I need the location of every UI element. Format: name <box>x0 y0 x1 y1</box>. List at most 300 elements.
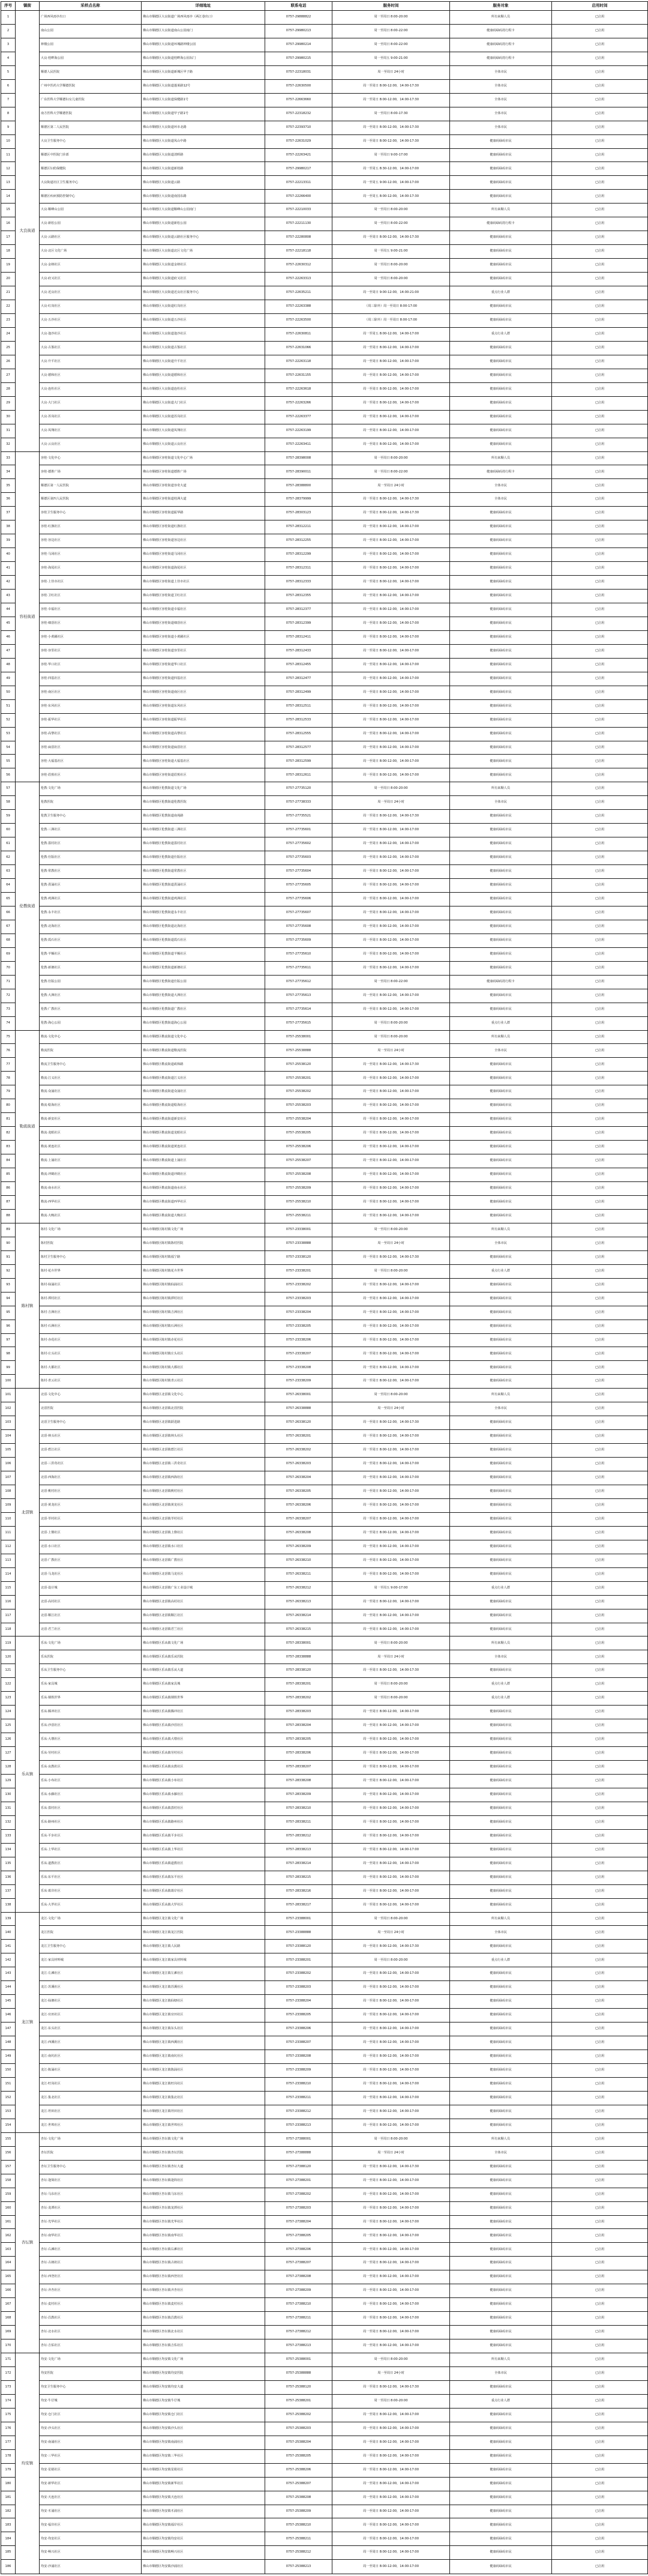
site-target: 健康码绿码市民 <box>450 851 552 865</box>
site-target: 全体市民 <box>450 79 552 93</box>
table-row <box>1 2132 648 2146</box>
site-status: 已启用 <box>552 217 648 231</box>
table-row <box>1 603 648 617</box>
site-phone: 0757-25388204 <box>265 2436 332 2449</box>
site-name: 伦教·新塘社区 <box>40 961 142 975</box>
site-address: 佛山市顺德区陈村镇大都社区 <box>142 1361 265 1375</box>
site-status: 已启用 <box>552 1940 648 1953</box>
table-row <box>1 2215 648 2229</box>
site-target: 健康码绿码市民 <box>450 1113 552 1127</box>
site-address: 佛山市顺德区北滘镇跃进路 <box>142 1416 265 1430</box>
site-name: 龙江·苏溪社区 <box>40 1981 142 1995</box>
row-index: 143 <box>1 1967 16 1981</box>
col-header-status: 启用时间 <box>552 2 648 11</box>
site-status: 已启用 <box>552 2064 648 2078</box>
site-hours: 周一至周日 8:00-12:00，14:00-17:00 <box>332 2491 450 2505</box>
site-address: 佛山市顺德区龙江镇官田社区 <box>142 2009 265 2022</box>
row-index: 134 <box>1 1843 16 1857</box>
district-cell: 北滘镇 <box>16 1389 40 1636</box>
site-target: 所有来顺人员 <box>450 1030 552 1044</box>
site-address: 佛山市顺德区容桂街道容里社区 <box>142 644 265 658</box>
site-target: 健康码绿码市民 <box>450 603 552 617</box>
site-address: 佛山市顺德区北滘镇马龙社区 <box>142 1567 265 1581</box>
site-phone: 0757-23338202 <box>265 1278 332 1292</box>
table-row <box>1 1223 648 1237</box>
table-row <box>1 451 648 465</box>
row-index: 25 <box>1 341 16 355</box>
row-index: 9 <box>1 121 16 134</box>
site-phone: 0757-26338210 <box>265 1554 332 1567</box>
site-phone: 0757-22635211 <box>265 286 332 300</box>
site-address: 佛山市顺德区北滘镇水口社区 <box>142 1540 265 1554</box>
site-hours: 周一至周日 24小时 <box>332 479 450 493</box>
table-row <box>1 1706 648 1719</box>
site-status: 已启用 <box>552 1802 648 1815</box>
site-name: 杏坛·吉佑社区 <box>40 2339 142 2353</box>
row-index: 145 <box>1 1995 16 2009</box>
col-header-site: 采样点名称 <box>40 2 142 11</box>
site-phone: 0757-22266400 <box>265 190 332 204</box>
site-address: 佛山市顺德区杏坛镇南华社区 <box>142 2229 265 2243</box>
table-row <box>1 2201 648 2215</box>
table-row <box>1 286 648 300</box>
row-index: 56 <box>1 768 16 782</box>
site-hours: 周一至周日 8:00-12:00，14:00-17:00 <box>332 1099 450 1113</box>
table-row <box>1 1030 648 1044</box>
table-row <box>1 1554 648 1567</box>
site-phone: 0757-23388211 <box>265 2091 332 2105</box>
row-index: 38 <box>1 520 16 534</box>
site-phone: 0757-23388212 <box>265 2105 332 2119</box>
row-index: 26 <box>1 355 16 369</box>
site-target: 健康码绿码市民 <box>450 134 552 148</box>
row-index: 87 <box>1 1195 16 1209</box>
site-name: 勒流·西华社区 <box>40 1195 142 1209</box>
table-row <box>1 1416 648 1430</box>
site-address: 佛山市顺德区乐从镇路州社区 <box>142 1815 265 1829</box>
site-target: 健康码绿码市民 <box>450 1209 552 1223</box>
site-hours: 周一至周日 8:00-12:00，14:00-17:00 <box>332 672 450 686</box>
table-row <box>1 204 648 217</box>
site-hours: 周一至周日 8:00-12:00，14:00-17:00 <box>332 1333 450 1347</box>
site-name: 大良·府又社区 <box>40 273 142 286</box>
site-name: 广场西风雨亭出口 <box>40 11 142 25</box>
site-hours: 周一至周日 8:00-12:00，14:00-17:00 <box>332 2229 450 2243</box>
site-address: 佛山市顺德区龙江镇东头社区 <box>142 2022 265 2036</box>
site-status: 已启用 <box>552 2257 648 2270</box>
site-status: 已启用 <box>552 162 648 176</box>
site-address: 佛山市顺德区容桂街道德胜广场 <box>142 465 265 479</box>
site-phone: 0757-27388204 <box>265 2215 332 2229</box>
site-target: 健康码绿码持行程卡 <box>450 52 552 65</box>
site-target: 健康码绿码市民 <box>450 2009 552 2022</box>
table-row <box>1 355 648 369</box>
site-address: 佛山市顺德区大良街道桂畔海公园东门 <box>142 52 265 65</box>
site-status: 已启用 <box>552 2160 648 2174</box>
site-target: 健康码绿码市民 <box>450 2105 552 2119</box>
table-row <box>1 1761 648 1775</box>
row-index: 89 <box>1 1223 16 1237</box>
site-status: 已启用 <box>552 479 648 493</box>
site-address: 佛山市顺德区乐从镇劳村社区 <box>142 1747 265 1761</box>
site-status: 已启用 <box>552 424 648 438</box>
site-phone: 0757-23338209 <box>265 1375 332 1389</box>
row-index: 67 <box>1 920 16 934</box>
site-name: 大良·大门社区 <box>40 396 142 410</box>
table-row <box>1 755 648 768</box>
site-target: 健康码绿码市民 <box>450 906 552 920</box>
site-hours: 周一至周日 8:00-12:00，14:00-17:00 <box>332 1430 450 1444</box>
table-row <box>1 341 648 355</box>
row-index: 161 <box>1 2215 16 2229</box>
site-phone: 0757-27388202 <box>265 2188 332 2201</box>
site-address: 佛山市顺德区龙江镇文化广场 <box>142 1912 265 1926</box>
site-name: 勒流医院 <box>40 1044 142 1058</box>
table-row <box>1 2257 648 2270</box>
site-address: 佛山市顺德区乐从镇乐从医院 <box>142 1650 265 1664</box>
site-target: 健康码绿码市民 <box>450 686 552 699</box>
site-phone: 0757-22393710 <box>265 121 332 134</box>
row-index: 60 <box>1 824 16 837</box>
site-target: 重点行业人群 <box>450 1581 552 1595</box>
site-name: 均安·福岸社区 <box>40 2518 142 2532</box>
site-status: 已启用 <box>552 906 648 920</box>
site-target: 健康码绿码市民 <box>450 824 552 837</box>
table-row <box>1 851 648 865</box>
table-row <box>1 2188 648 2201</box>
table-row <box>1 782 648 796</box>
site-target: 健康码绿码市民 <box>450 1995 552 2009</box>
site-hours: 周一至周日 8:00-20:00 <box>332 782 450 796</box>
table-row <box>1 1264 648 1278</box>
table-row <box>1 424 648 438</box>
site-phone: 0757-27735606 <box>265 893 332 906</box>
site-status: 已启用 <box>552 493 648 507</box>
site-target: 重点行业人群 <box>450 286 552 300</box>
site-phone: 0757-28338001 <box>265 1636 332 1650</box>
row-index: 128 <box>1 1761 16 1775</box>
site-hours: 周一至周日 8:00-12:00，14:00-17:00 <box>332 1292 450 1306</box>
row-index: 118 <box>1 1623 16 1636</box>
site-status: 已启用 <box>552 2339 648 2353</box>
site-name: 龙江·文化广场 <box>40 1912 142 1926</box>
site-name: 容桂·眉蕉社区 <box>40 768 142 782</box>
site-address: 佛山市顺德区陈村镇赤花社区 <box>142 1333 265 1347</box>
site-hours: 周一至周日 8:00-20:00 <box>332 259 450 273</box>
site-target: 健康码绿码市民 <box>450 1072 552 1085</box>
site-hours: 周一至周日 8:00-12:00，14:00-17:00 <box>332 534 450 548</box>
site-phone: 0757-26338206 <box>265 1498 332 1512</box>
site-name: 均安·新华社区 <box>40 2477 142 2491</box>
site-phone: 0757-23388210 <box>265 2077 332 2091</box>
site-status: 已启用 <box>552 1127 648 1141</box>
site-address: 佛山市顺德区北滘镇黄龙社区 <box>142 1498 265 1512</box>
site-target: 重点行业人群 <box>450 1264 552 1278</box>
site-name: 容桂·四基社区 <box>40 672 142 686</box>
site-phone: 0757-26338202 <box>265 1444 332 1458</box>
site-hours: 周一至周五 8:00-12:00，14:00-17:00 <box>332 327 450 341</box>
site-hours: 周一至周日 8:00-12:00，14:00-17:00 <box>332 603 450 617</box>
site-target: 健康码绿码市民 <box>450 148 552 162</box>
table-row <box>1 1692 648 1706</box>
site-hours: 周一至周日 8:00-12:00，14:00-17:00 <box>332 893 450 906</box>
row-index: 150 <box>1 2064 16 2078</box>
site-name: 乐从·平步社区 <box>40 1829 142 1843</box>
site-phone: 0757-27388207 <box>265 2257 332 2270</box>
site-hours: 周一至周日 8:00-12:00，14:00-17:00 <box>332 2284 450 2298</box>
site-phone: 0757-26338215 <box>265 1623 332 1636</box>
site-hours: 周一至周日 8:00-12:00，14:00-17:00 <box>332 520 450 534</box>
row-index: 147 <box>1 2022 16 2036</box>
site-hours: 周一至周日 8:00-20:00 <box>332 451 450 465</box>
site-name: 大良·古鉴社区 <box>40 341 142 355</box>
site-phone: 0757-28312411 <box>265 630 332 644</box>
site-hours: 周一至周日 8:00-12:00，14:00-17:00 <box>332 2188 450 2201</box>
table-row <box>1 190 648 204</box>
site-phone: 0757-25538209 <box>265 1182 332 1196</box>
site-status: 已启用 <box>552 2009 648 2022</box>
site-address: 佛山市顺德区乐从镇大墩社区 <box>142 1733 265 1747</box>
site-address: 佛山市顺德区容桂街道上佳市社区 <box>142 576 265 590</box>
table-row <box>1 1843 648 1857</box>
row-index: 114 <box>1 1567 16 1581</box>
site-hours: 周一至周日 8:00-12:00，14:00-17:00 <box>332 1981 450 1995</box>
site-address: 佛山市顺德区北滘镇君兰社区 <box>142 1623 265 1636</box>
table-row <box>1 2394 648 2408</box>
site-address: 佛山市顺德区均安镇三华社区 <box>142 2449 265 2463</box>
site-address: 佛山市顺德区杏坛镇逢简社区 <box>142 2174 265 2188</box>
site-hours: 周一至周日 8:00-12:00，14:00-17:00 <box>332 1458 450 1471</box>
site-status: 已启用 <box>552 1099 648 1113</box>
site-target: 健康码绿码市民 <box>450 727 552 741</box>
site-target: 全体市民 <box>450 1402 552 1416</box>
site-name: 均安·牛仔城 <box>40 2394 142 2408</box>
site-name: 乐从·钢铁世界 <box>40 1692 142 1706</box>
site-phone: 0757-22280808 <box>265 231 332 245</box>
site-hours: 周一至周日 8:00-12:00，14:00-17:00 <box>332 1761 450 1775</box>
site-hours: 周一至周日 8:00-12:00，14:00-17:30 <box>332 121 450 134</box>
site-name: 容桂·德胜广场 <box>40 465 142 479</box>
row-index: 21 <box>1 286 16 300</box>
table-row <box>1 231 648 245</box>
site-target: 健康码绿码市民 <box>450 672 552 686</box>
row-index: 40 <box>1 548 16 562</box>
row-index: 158 <box>1 2174 16 2188</box>
row-index: 92 <box>1 1264 16 1278</box>
site-phone: 0757-29980215 <box>265 52 332 65</box>
site-name: 陈村·石洲社区 <box>40 1320 142 1333</box>
site-status: 已启用 <box>552 231 648 245</box>
site-hours: 周一至周日 8:00-12:00，14:00-17:00 <box>332 2477 450 2491</box>
site-status: 已启用 <box>552 438 648 451</box>
row-index: 79 <box>1 1085 16 1099</box>
table-row <box>1 699 648 713</box>
site-address: 佛山市顺德区大良街道古鉴社区 <box>142 341 265 355</box>
site-status: 已启用 <box>552 369 648 382</box>
site-hours: 周一至周日 8:00-12:00，14:00-17:00 <box>332 1567 450 1581</box>
table-row <box>1 479 648 493</box>
site-address: 佛山市顺德区陈村镇庄头社区 <box>142 1347 265 1361</box>
row-index: 62 <box>1 851 16 865</box>
site-address: 佛山市顺德区伦教街道广教社区 <box>142 1003 265 1016</box>
table-row <box>1 1471 648 1485</box>
site-hours: （周三除外）周一至周日 8:00-17:00 <box>332 300 450 314</box>
site-status: 已启用 <box>552 134 648 148</box>
site-name: 勒流·江义社区 <box>40 1072 142 1085</box>
site-target: 全体市民 <box>450 1237 552 1250</box>
site-status: 已启用 <box>552 782 648 796</box>
site-address: 佛山市顺德区均安镇仓门社区 <box>142 2408 265 2422</box>
site-phone: 0757-25388202 <box>265 2408 332 2422</box>
site-phone: 0757-29980214 <box>265 38 332 52</box>
site-status: 已启用 <box>552 1141 648 1154</box>
site-target: 健康码绿码市民 <box>450 1981 552 1995</box>
site-address: 佛山市顺德区龙江镇陈涌社区 <box>142 2064 265 2078</box>
site-address: 佛山市顺德区大良街道云路社区服务中心 <box>142 231 265 245</box>
row-index: 105 <box>1 1444 16 1458</box>
site-phone: 0757-26338203 <box>265 1458 332 1471</box>
row-index: 65 <box>1 893 16 906</box>
site-name: 容桂·文化中心 <box>40 451 142 465</box>
table-row <box>1 79 648 93</box>
row-index: 149 <box>1 2050 16 2064</box>
site-target: 健康码绿码市民 <box>450 562 552 576</box>
site-address: 佛山市顺德区容桂街道振华路 <box>142 507 265 520</box>
site-name: 顺德区第二人民医院 <box>40 121 142 134</box>
site-phone: 0757-25388120 <box>265 2380 332 2394</box>
table-row <box>1 1402 648 1416</box>
site-target: 健康码绿码市民 <box>450 369 552 382</box>
site-status: 已启用 <box>552 24 648 38</box>
site-status: 已启用 <box>552 1389 648 1402</box>
site-phone: 0757-28338212 <box>265 1829 332 1843</box>
row-index: 85 <box>1 1168 16 1182</box>
site-name: 龙江·官田社区 <box>40 2009 142 2022</box>
site-name: 容桂·海尾社区 <box>40 562 142 576</box>
site-phone: 0757-28338217 <box>265 1898 332 1912</box>
site-name: 勒流·上涌社区 <box>40 1154 142 1168</box>
site-phone: 0757-28379999 <box>265 493 332 507</box>
table-row <box>1 2408 648 2422</box>
site-address: 佛山市顺德区容桂街道红旗社区 <box>142 520 265 534</box>
table-row <box>1 1485 648 1498</box>
site-target: 健康码绿码市民 <box>450 865 552 879</box>
table-row <box>1 1567 648 1581</box>
site-target: 健康码绿码市民 <box>450 341 552 355</box>
site-name: 杏坛·光华社区 <box>40 2215 142 2229</box>
table-row <box>1 65 648 79</box>
site-address: 佛山市顺德区大良街道广场西风雨亭（两江巷出口） <box>142 11 265 25</box>
site-name: 顺德区第四人民医院 <box>40 493 142 507</box>
site-address: 佛山市顺德区大良街道甲子路1号 <box>142 107 265 121</box>
site-status: 已启用 <box>552 2270 648 2284</box>
site-hours: 周一至周日 8:00-12:00，14:00-17:00 <box>332 947 450 961</box>
site-status: 已启用 <box>552 2353 648 2367</box>
table-row <box>1 1953 648 1967</box>
site-name: 北滘·三洪奇社区 <box>40 1458 142 1471</box>
site-target: 健康码绿码市民 <box>450 1250 552 1264</box>
table-row <box>1 300 648 314</box>
site-status: 已启用 <box>552 975 648 989</box>
row-index: 104 <box>1 1430 16 1444</box>
site-name: 大良·北区文化广场 <box>40 245 142 259</box>
site-phone: 0757-28338215 <box>265 1871 332 1884</box>
site-address: 佛山市顺德区伦教街道海心公园 <box>142 1016 265 1030</box>
site-hours: 周一至周日 8:00-12:00，14:00-17:30 <box>332 1416 450 1430</box>
site-phone: 0757-23338201 <box>265 1264 332 1278</box>
site-name: 容桂卫生服务中心 <box>40 507 142 520</box>
site-target: 健康码绿码市民 <box>450 162 552 176</box>
site-address: 佛山市顺德区容桂街道细滘社区 <box>142 617 265 630</box>
site-phone: 0757-27735601 <box>265 824 332 837</box>
row-index: 119 <box>1 1636 16 1650</box>
row-index: 39 <box>1 534 16 548</box>
col-header-phone: 联系电话 <box>265 2 332 11</box>
site-phone: 0757-22213311 <box>265 176 332 190</box>
site-target: 健康码绿码市民 <box>450 1843 552 1857</box>
site-name: 勒流·众涌社区 <box>40 1085 142 1099</box>
site-address: 佛山市顺德区勒流街道江义社区 <box>142 1072 265 1085</box>
table-row <box>1 1389 648 1402</box>
site-phone: 0757-28312611 <box>265 768 332 782</box>
site-status: 已启用 <box>552 1375 648 1389</box>
row-index: 108 <box>1 1485 16 1498</box>
row-index: 98 <box>1 1347 16 1361</box>
site-hours: 周一至周日 8:00-12:00，14:00-17:00 <box>332 2243 450 2257</box>
site-phone: 0757-22211130 <box>265 217 332 231</box>
row-index: 157 <box>1 2160 16 2174</box>
table-row <box>1 2366 648 2380</box>
site-hours: 周一至周日 8:00-12:00，14:00-17:00 <box>332 1623 450 1636</box>
site-status: 已启用 <box>552 590 648 603</box>
site-phone: 0757-27735609 <box>265 934 332 947</box>
site-name: 龙江卫生服务中心 <box>40 1940 142 1953</box>
site-status: 已启用 <box>552 1581 648 1595</box>
site-address: 佛山市顺德区容桂街道幸福社区 <box>142 603 265 617</box>
site-status: 已启用 <box>552 2560 648 2574</box>
site-target: 重点行业人群 <box>450 1692 552 1706</box>
site-target: 所有来顺人员 <box>450 1912 552 1926</box>
site-status: 已启用 <box>552 1182 648 1196</box>
table-row <box>1 493 648 507</box>
site-name: 陈村医院 <box>40 1237 142 1250</box>
site-target: 健康码绿码市民 <box>450 2036 552 2050</box>
site-phone: 0757-28390011 <box>265 465 332 479</box>
row-index: 91 <box>1 1250 16 1264</box>
site-phone: 0757-23338001 <box>265 1223 332 1237</box>
site-hours: 周一至周日 8:00-20:00 <box>332 273 450 286</box>
table-row <box>1 1058 648 1072</box>
site-hours: 周一至周日 8:00-12:00，14:00-17:00 <box>332 713 450 727</box>
site-status: 已启用 <box>552 410 648 424</box>
row-index: 94 <box>1 1292 16 1306</box>
site-address: 佛山市顺德区均安镇文化广场 <box>142 2353 265 2367</box>
site-name: 大良·红岗社区 <box>40 300 142 314</box>
site-target: 健康码绿码市民 <box>450 245 552 259</box>
site-status: 已启用 <box>552 1857 648 1871</box>
table-row <box>1 2270 648 2284</box>
site-status: 已启用 <box>552 1884 648 1898</box>
site-status: 已启用 <box>552 204 648 217</box>
row-index: 15 <box>1 204 16 217</box>
table-row <box>1 1444 648 1458</box>
site-status: 已启用 <box>552 2408 648 2422</box>
table-row <box>1 2091 648 2105</box>
site-address: 佛山市顺德区乐从镇乐从大道 <box>142 1664 265 1678</box>
site-address: 佛山市顺德区大良街道新城区甲子路 <box>142 65 265 79</box>
site-status: 已启用 <box>552 1650 648 1664</box>
site-name: 伦教·广教社区 <box>40 1003 142 1016</box>
